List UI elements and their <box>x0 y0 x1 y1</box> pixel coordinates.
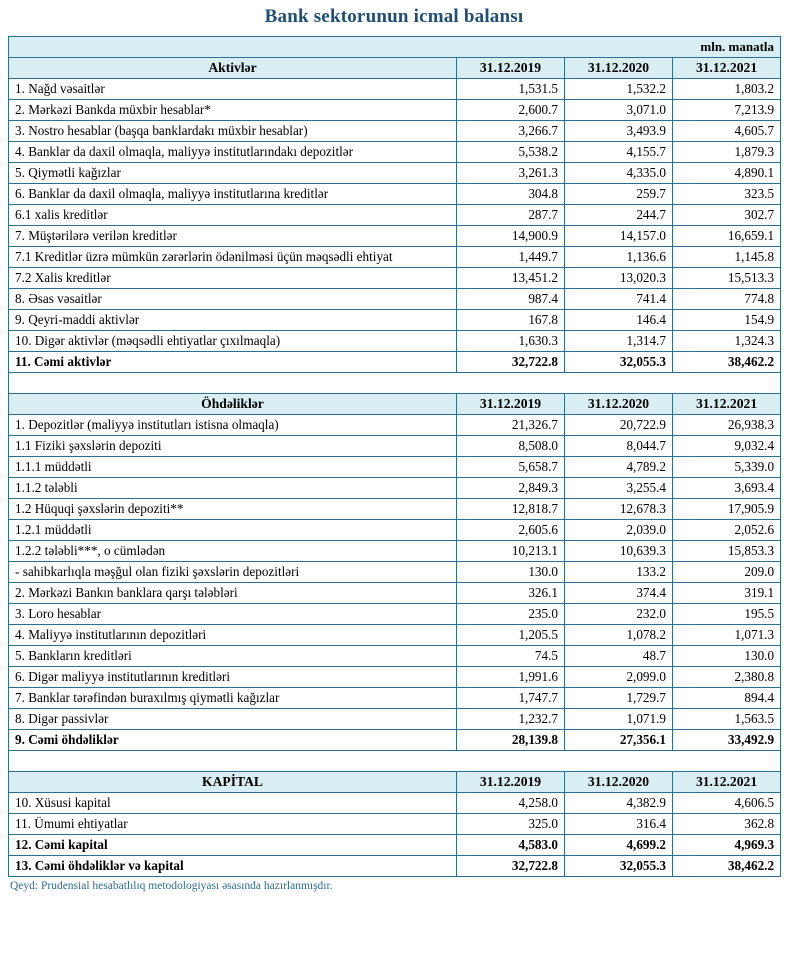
row-value: 1,532.2 <box>565 79 673 100</box>
row-value: 4,699.2 <box>565 835 673 856</box>
table-row <box>9 163 781 184</box>
row-value: 5,658.7 <box>457 457 565 478</box>
row-label: 11. Cəmi aktivlər <box>9 352 457 373</box>
section-header-row <box>9 394 781 415</box>
table-row <box>9 247 781 268</box>
row-value: 2,039.0 <box>565 520 673 541</box>
table-row <box>9 436 781 457</box>
row-value: 1,232.7 <box>457 709 565 730</box>
row-value: 2,605.6 <box>457 520 565 541</box>
row-value: 8,508.0 <box>457 436 565 457</box>
row-value: 130.0 <box>673 646 781 667</box>
row-value: 287.7 <box>457 205 565 226</box>
page-title: Bank sektorunun icmal balansı <box>264 6 524 27</box>
row-value: 3,071.0 <box>565 100 673 121</box>
row-value: 38,462.2 <box>673 856 781 877</box>
row-value: 38,462.2 <box>673 352 781 373</box>
row-label: 8. Əsas vəsaitlər <box>9 289 457 310</box>
row-value: 32,722.8 <box>457 856 565 877</box>
column-header: 31.12.2020 <box>565 394 673 415</box>
row-value: 5,339.0 <box>673 457 781 478</box>
row-label: 1.1.2 tələbli <box>9 478 457 499</box>
row-value: 1,071.9 <box>565 709 673 730</box>
row-value: 235.0 <box>457 604 565 625</box>
row-value: 17,905.9 <box>673 499 781 520</box>
row-value: 8,044.7 <box>565 436 673 457</box>
row-value: 133.2 <box>565 562 673 583</box>
row-value: 3,693.4 <box>673 478 781 499</box>
unit-label: mln. manatla <box>9 37 781 58</box>
table-row <box>9 856 781 877</box>
row-value: 14,157.0 <box>565 226 673 247</box>
row-value: 4,155.7 <box>565 142 673 163</box>
row-value: 74.5 <box>457 646 565 667</box>
spacer-cell <box>9 751 781 772</box>
row-label: 3. Nostro hesablar (başqa banklardakı müxbir hesablar) <box>9 121 457 142</box>
row-value: 209.0 <box>673 562 781 583</box>
row-value: 323.5 <box>673 184 781 205</box>
row-value: 374.4 <box>565 583 673 604</box>
row-value: 1,729.7 <box>565 688 673 709</box>
row-value: 1,136.6 <box>565 247 673 268</box>
row-label: - sahibkarlıqla məşğul olan fiziki şəxslərin depozitləri <box>9 562 457 583</box>
table-row <box>9 646 781 667</box>
row-value: 1,314.7 <box>565 331 673 352</box>
table-row <box>9 520 781 541</box>
table-row <box>9 730 781 751</box>
column-header: 31.12.2021 <box>673 58 781 79</box>
table-row <box>9 289 781 310</box>
row-value: 27,356.1 <box>565 730 673 751</box>
section-header-row <box>9 58 781 79</box>
row-value: 1,531.5 <box>457 79 565 100</box>
table-row <box>9 415 781 436</box>
table-row <box>9 688 781 709</box>
row-value: 4,605.7 <box>673 121 781 142</box>
row-label: 1.1.1 müddətli <box>9 457 457 478</box>
row-value: 3,261.3 <box>457 163 565 184</box>
row-value: 4,335.0 <box>565 163 673 184</box>
row-value: 4,789.2 <box>565 457 673 478</box>
table-row <box>9 184 781 205</box>
balance-sheet-tables <box>0 36 788 877</box>
row-value: 1,747.7 <box>457 688 565 709</box>
row-label: 3. Loro hesablar <box>9 604 457 625</box>
row-value: 15,853.3 <box>673 541 781 562</box>
row-label: 1.1 Fiziki şəxslərin depoziti <box>9 436 457 457</box>
row-value: 2,380.8 <box>673 667 781 688</box>
row-label: 4. Banklar da daxil olmaqla, maliyyə institutlarındakı depozitlər <box>9 142 457 163</box>
row-label: 10. Digər aktivlər (məqsədli ehtiyatlar çıxılmaqla) <box>9 331 457 352</box>
row-value: 4,969.3 <box>673 835 781 856</box>
row-value: 1,803.2 <box>673 79 781 100</box>
row-value: 13,451.2 <box>457 268 565 289</box>
spacer-cell <box>9 373 781 394</box>
row-value: 14,900.9 <box>457 226 565 247</box>
row-label: 12. Cəmi kapital <box>9 835 457 856</box>
row-value: 259.7 <box>565 184 673 205</box>
row-value: 362.8 <box>673 814 781 835</box>
table-row <box>9 226 781 247</box>
row-value: 4,583.0 <box>457 835 565 856</box>
row-value: 232.0 <box>565 604 673 625</box>
table-row <box>9 100 781 121</box>
row-value: 16,659.1 <box>673 226 781 247</box>
row-value: 48.7 <box>565 646 673 667</box>
row-value: 302.7 <box>673 205 781 226</box>
row-value: 1,879.3 <box>673 142 781 163</box>
row-label: 5. Bankların kreditləri <box>9 646 457 667</box>
row-label: 7.1 Kreditlər üzrə mümkün zərərlərin ödənilməsi üçün məqsədli ehtiyat <box>9 247 457 268</box>
section-header-label: KAPİTAL <box>9 772 457 793</box>
row-value: 1,449.7 <box>457 247 565 268</box>
row-value: 20,722.9 <box>565 415 673 436</box>
row-value: 195.5 <box>673 604 781 625</box>
row-value: 13,020.3 <box>565 268 673 289</box>
row-value: 3,255.4 <box>565 478 673 499</box>
row-value: 2,600.7 <box>457 100 565 121</box>
row-value: 4,606.5 <box>673 793 781 814</box>
row-value: 1,563.5 <box>673 709 781 730</box>
row-value: 167.8 <box>457 310 565 331</box>
section-spacer <box>9 373 781 394</box>
table-row <box>9 562 781 583</box>
row-value: 4,258.0 <box>457 793 565 814</box>
section-header-row <box>9 772 781 793</box>
table-row <box>9 310 781 331</box>
row-value: 32,722.8 <box>457 352 565 373</box>
column-header: 31.12.2020 <box>565 772 673 793</box>
row-value: 2,099.0 <box>565 667 673 688</box>
column-header: 31.12.2021 <box>673 772 781 793</box>
column-header: 31.12.2019 <box>457 58 565 79</box>
table-row <box>9 205 781 226</box>
row-value: 9,032.4 <box>673 436 781 457</box>
table-row <box>9 352 781 373</box>
row-value: 4,382.9 <box>565 793 673 814</box>
row-label: 8. Digər passivlər <box>9 709 457 730</box>
table-row <box>9 667 781 688</box>
row-label: 7. Müştərilərə verilən kreditlər <box>9 226 457 247</box>
row-label: 2. Mərkəzi Bankda müxbir hesablar* <box>9 100 457 121</box>
row-value: 5,538.2 <box>457 142 565 163</box>
row-label: 6.1 xalis kreditlər <box>9 205 457 226</box>
row-label: 1.2 Hüquqi şəxslərin depoziti** <box>9 499 457 520</box>
row-value: 987.4 <box>457 289 565 310</box>
row-label: 9. Cəmi öhdəliklər <box>9 730 457 751</box>
row-value: 10,213.1 <box>457 541 565 562</box>
row-value: 741.4 <box>565 289 673 310</box>
row-value: 304.8 <box>457 184 565 205</box>
row-value: 1,324.3 <box>673 331 781 352</box>
table-row <box>9 457 781 478</box>
table-row <box>9 499 781 520</box>
row-value: 33,492.9 <box>673 730 781 751</box>
table-row <box>9 121 781 142</box>
column-header: 31.12.2019 <box>457 772 565 793</box>
row-value: 4,890.1 <box>673 163 781 184</box>
row-label: 4. Maliyyə institutlarının depozitləri <box>9 625 457 646</box>
row-value: 1,991.6 <box>457 667 565 688</box>
row-value: 1,078.2 <box>565 625 673 646</box>
row-value: 10,639.3 <box>565 541 673 562</box>
row-value: 774.8 <box>673 289 781 310</box>
section-header-label: Öhdəliklər <box>9 394 457 415</box>
table-row <box>9 814 781 835</box>
column-header: 31.12.2021 <box>673 394 781 415</box>
table-row <box>9 793 781 814</box>
table-row <box>9 604 781 625</box>
table-row <box>9 709 781 730</box>
unit-row <box>9 37 781 58</box>
row-value: 28,139.8 <box>457 730 565 751</box>
row-label: 1.2.2 tələbli***, o cümlədən <box>9 541 457 562</box>
row-value: 244.7 <box>565 205 673 226</box>
row-value: 3,493.9 <box>565 121 673 142</box>
row-label: 9. Qeyri-maddi aktivlər <box>9 310 457 331</box>
row-label: 1. Depozitlər (maliyyə institutları istisna olmaqla) <box>9 415 457 436</box>
row-value: 1,630.3 <box>457 331 565 352</box>
row-label: 6. Banklar da daxil olmaqla, maliyyə institutlarına kreditlər <box>9 184 457 205</box>
row-value: 319.1 <box>673 583 781 604</box>
row-value: 12,818.7 <box>457 499 565 520</box>
row-value: 3,266.7 <box>457 121 565 142</box>
row-value: 1,071.3 <box>673 625 781 646</box>
table-row <box>9 79 781 100</box>
table-row <box>9 478 781 499</box>
table-row <box>9 835 781 856</box>
row-value: 7,213.9 <box>673 100 781 121</box>
row-value: 2,849.3 <box>457 478 565 499</box>
row-value: 32,055.3 <box>565 856 673 877</box>
row-value: 12,678.3 <box>565 499 673 520</box>
row-value: 326.1 <box>457 583 565 604</box>
row-value: 15,513.3 <box>673 268 781 289</box>
row-value: 1,145.8 <box>673 247 781 268</box>
footnote: Qeyd: Prudensial hesabatlılıq metodologiyası əsasında hazırlanmışdır. <box>10 880 333 892</box>
section-spacer <box>9 751 781 772</box>
row-label: 10. Xüsusi kapital <box>9 793 457 814</box>
row-value: 894.4 <box>673 688 781 709</box>
table-row <box>9 268 781 289</box>
table-row <box>9 541 781 562</box>
row-value: 1,205.5 <box>457 625 565 646</box>
row-value: 316.4 <box>565 814 673 835</box>
row-value: 21,326.7 <box>457 415 565 436</box>
table-row <box>9 583 781 604</box>
row-label: 2. Mərkəzi Bankın banklara qarşı tələbləri <box>9 583 457 604</box>
row-value: 146.4 <box>565 310 673 331</box>
row-label: 7.2 Xalis kreditlər <box>9 268 457 289</box>
table-row <box>9 331 781 352</box>
financial-table <box>8 36 781 877</box>
row-label: 7. Banklar tərəfindən buraxılmış qiymətli kağızlar <box>9 688 457 709</box>
row-value: 2,052.6 <box>673 520 781 541</box>
row-label: 13. Cəmi öhdəliklər və kapital <box>9 856 457 877</box>
row-label: 1.2.1 müddətli <box>9 520 457 541</box>
column-header: 31.12.2019 <box>457 394 565 415</box>
row-label: 1. Nağd vəsaitlər <box>9 79 457 100</box>
table-row <box>9 142 781 163</box>
row-value: 325.0 <box>457 814 565 835</box>
row-label: 5. Qiymətli kağızlar <box>9 163 457 184</box>
row-value: 154.9 <box>673 310 781 331</box>
row-value: 26,938.3 <box>673 415 781 436</box>
row-value: 32,055.3 <box>565 352 673 373</box>
section-header-label: Aktivlər <box>9 58 457 79</box>
table-row <box>9 625 781 646</box>
row-label: 11. Ümumi ehtiyatlar <box>9 814 457 835</box>
column-header: 31.12.2020 <box>565 58 673 79</box>
row-label: 6. Digər maliyyə institutlarının kreditləri <box>9 667 457 688</box>
row-value: 130.0 <box>457 562 565 583</box>
